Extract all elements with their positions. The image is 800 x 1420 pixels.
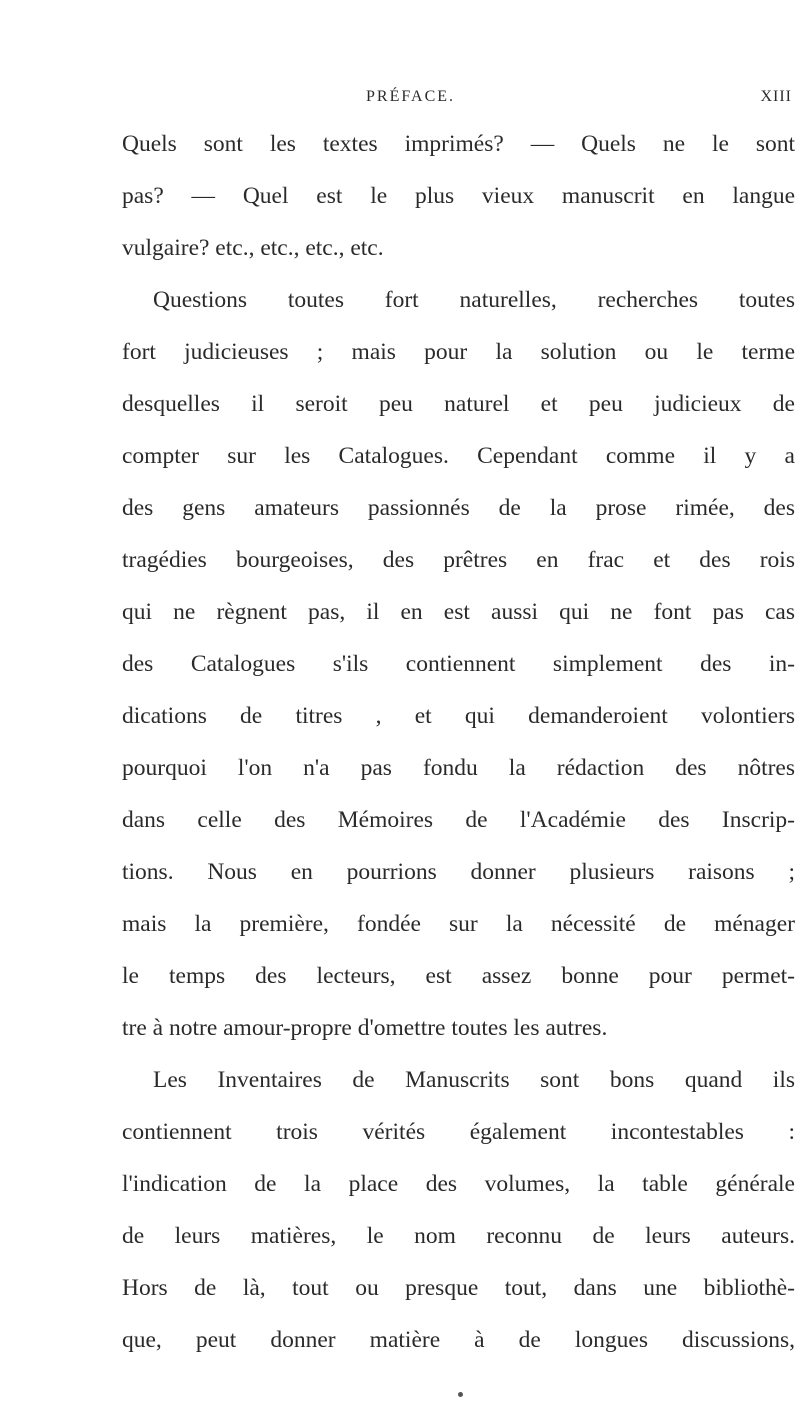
running-head xyxy=(122,88,792,114)
text-line: dans celle des Mémoires de l'Académie des Inscrip- xyxy=(122,807,795,833)
text-line: dications de titres , et qui demanderoient volontiers xyxy=(122,703,795,729)
text-line: qui ne règnent pas, il en est aussi qui ne font pas cas xyxy=(122,599,795,625)
text-line: mais la première, fondée sur la nécessité de ménager xyxy=(122,911,795,937)
text-line: Quels sont les textes imprimés? — Quels ne le sont xyxy=(122,131,795,157)
text-line: pourquoi l'on n'a pas fondu la rédaction des nôtres xyxy=(122,755,795,781)
text-line: Les Inventaires de Manuscrits sont bons quand ils xyxy=(153,1067,795,1093)
text-line: fort judicieuses ; mais pour la solution ou le terme xyxy=(122,339,795,365)
text-line: contiennent trois vérités également incontestables : xyxy=(122,1119,795,1145)
text-line: vulgaire? etc., etc., etc., etc. xyxy=(122,235,384,261)
text-line: desquelles il seroit peu naturel et peu judicieux de xyxy=(122,391,795,417)
text-line: Hors de là, tout ou presque tout, dans une bibliothè- xyxy=(122,1275,795,1301)
text-line: tre à notre amour-propre d'omettre toutes les autres. xyxy=(122,1015,608,1041)
text-line: compter sur les Catalogues. Cependant comme il y a xyxy=(122,443,795,469)
text-line: le temps des lecteurs, est assez bonne pour permet- xyxy=(122,963,795,989)
text-line: des Catalogues s'ils contiennent simplement des in- xyxy=(122,651,795,677)
text-line: tions. Nous en pourrions donner plusieurs raisons ; xyxy=(122,859,795,885)
ink-speck xyxy=(458,1392,463,1397)
page-number: XIII xyxy=(760,88,792,105)
running-title: PRÉFACE. xyxy=(366,88,456,105)
text-line: tragédies bourgeoises, des prêtres en frac et des rois xyxy=(122,547,795,573)
body-text xyxy=(122,118,795,1366)
text-line: des gens amateurs passionnés de la prose rimée, des xyxy=(122,495,795,521)
text-line: que, peut donner matière à de longues discussions, xyxy=(122,1327,795,1353)
text-line: de leurs matières, le nom reconnu de leurs auteurs. xyxy=(122,1223,795,1249)
text-line: l'indication de la place des volumes, la table générale xyxy=(122,1171,795,1197)
text-line: Questions toutes fort naturelles, recherches toutes xyxy=(153,287,795,313)
text-line: pas? — Quel est le plus vieux manuscrit en langue xyxy=(122,183,795,209)
